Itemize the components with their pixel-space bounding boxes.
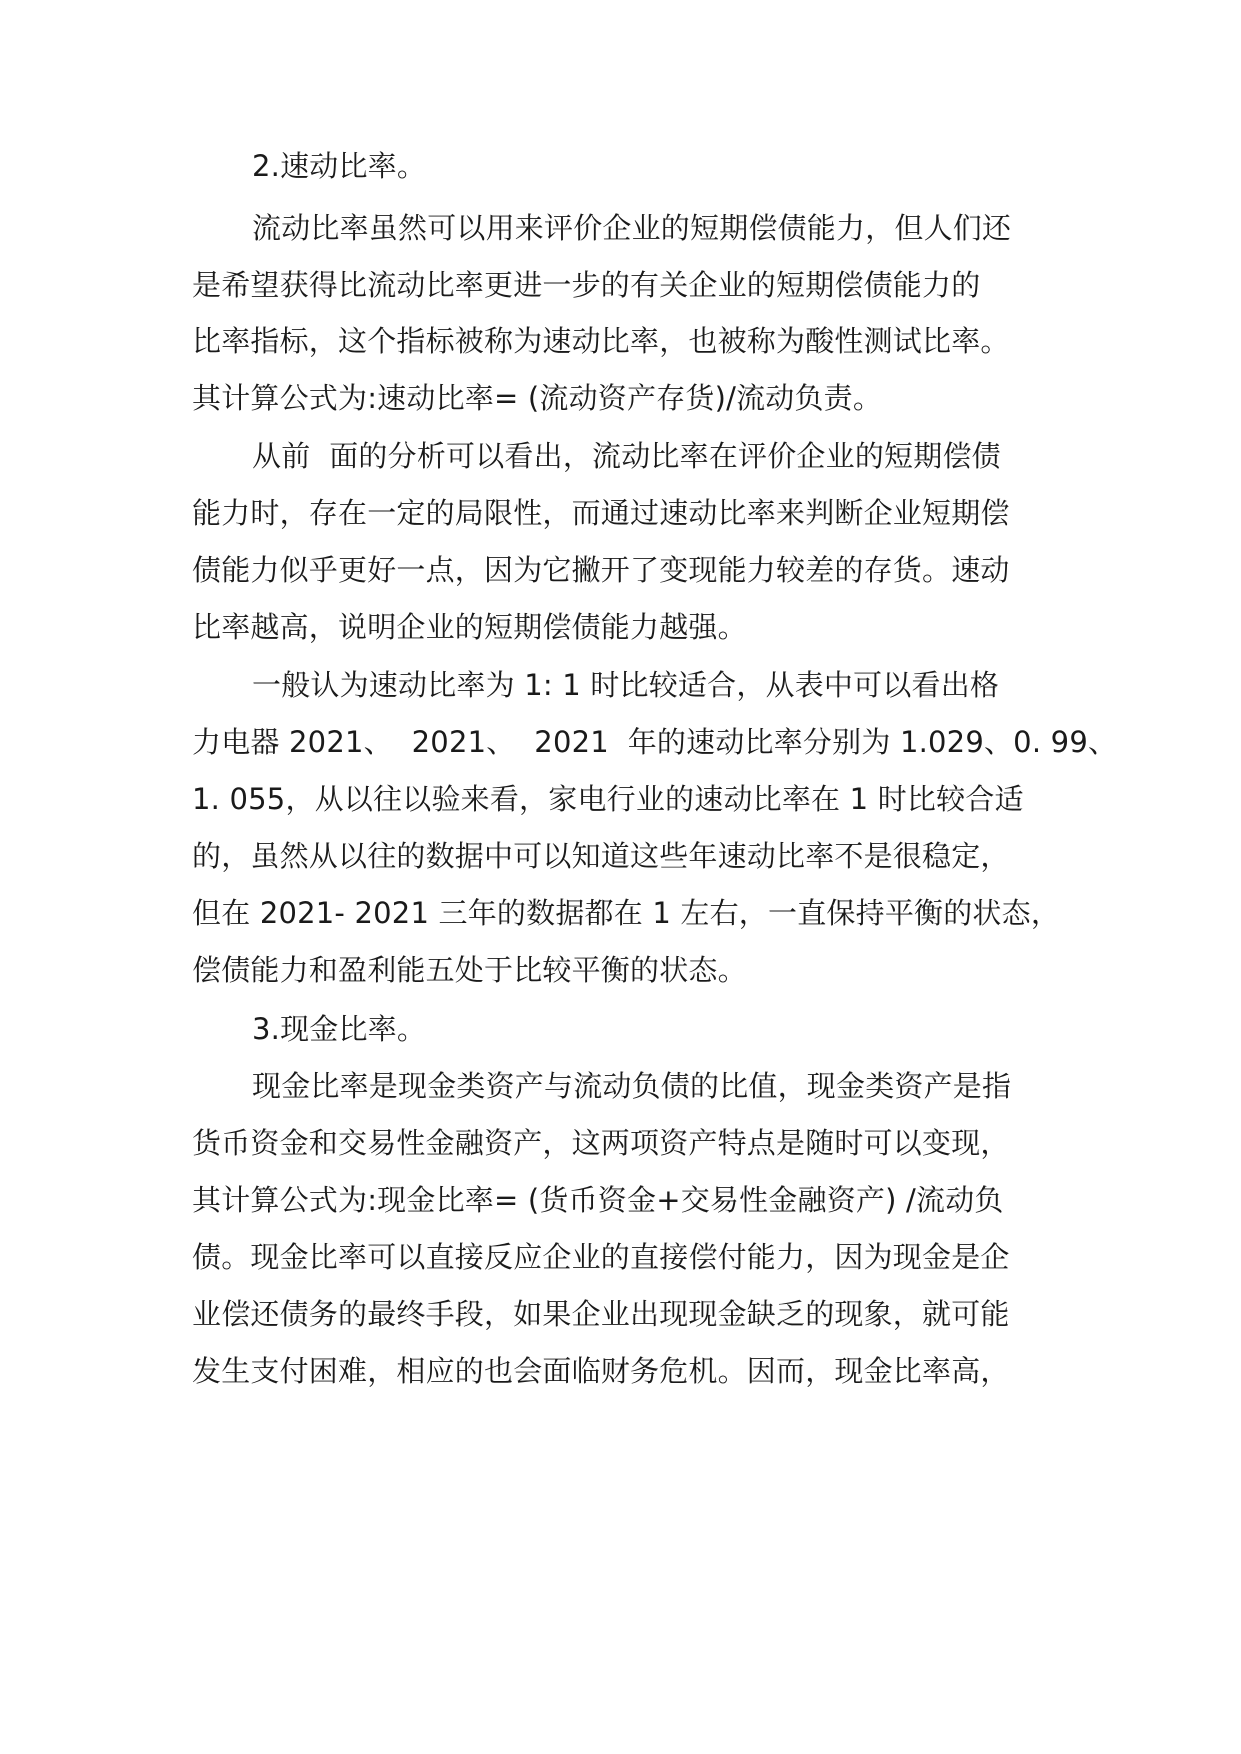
paragraph-line: 但在 2021- 2021 三年的数据都在 1 左右，一直保持平衡的状态， — [192, 896, 1061, 930]
paragraph-line: 力电器 2021、 2021、 2021 年的速动比率分别为 1.029、0. 99、 — [192, 725, 1118, 759]
paragraph-line: 比率越高，说明企业的短期偿债能力越强。 — [192, 610, 747, 644]
paragraph-line: 偿债能力和盈利能五处于比较平衡的状态。 — [192, 953, 747, 987]
paragraph-line: 比率指标，这个指标被称为速动比率，也被称为酸性测试比率。 — [192, 324, 1010, 358]
paragraph-line: 流动比率虽然可以用来评价企业的短期偿债能力，但人们还 — [252, 211, 1012, 245]
paragraph-line: 发生支付困难，相应的也会面临财务危机。因而，现金比率高， — [192, 1354, 1010, 1388]
paragraph-line: 债。现金比率可以直接反应企业的直接偿付能力，因为现金是企 — [192, 1240, 1010, 1274]
paragraph-line: 一般认为速动比率为 1: 1 时比较适合，从表中可以看出格 — [252, 668, 1000, 702]
paragraph-line: 从前 面的分析可以看出，流动比率在评价企业的短期偿债 — [252, 439, 1001, 473]
paragraph-line: 的，虽然从以往的数据中可以知道这些年速动比率不是很稳定， — [192, 839, 1010, 873]
paragraph-line: 能力时，存在一定的局限性，而通过速动比率来判断企业短期偿 — [192, 496, 1010, 530]
paragraph-line: 债能力似乎更好一点，因为它撇开了变现能力较差的存货。速动 — [192, 553, 1010, 587]
section-heading-cash-ratio: 3.现金比率。 — [252, 1012, 427, 1046]
paragraph-line: 其计算公式为:现金比率= (货币资金+交易性金融资产) /流动负 — [192, 1183, 1004, 1217]
paragraph-line: 1. 055，从以往以验来看，家电行业的速动比率在 1 时比较合适 — [192, 782, 1024, 816]
paragraph-line: 其计算公式为:速动比率= (流动资产存货)/流动负责。 — [192, 381, 883, 415]
section-heading-quick-ratio: 2.速动比率。 — [252, 149, 427, 183]
paragraph-line: 货币资金和交易性金融资产，这两项资产特点是随时可以变现， — [192, 1126, 1010, 1160]
paragraph-line: 是希望获得比流动比率更进一步的有关企业的短期偿债能力的 — [192, 268, 981, 302]
paragraph-line: 业偿还债务的最终手段，如果企业出现现金缺乏的现象，就可能 — [192, 1297, 1010, 1331]
paragraph-line: 现金比率是现金类资产与流动负债的比值，现金类资产是指 — [252, 1069, 1012, 1103]
